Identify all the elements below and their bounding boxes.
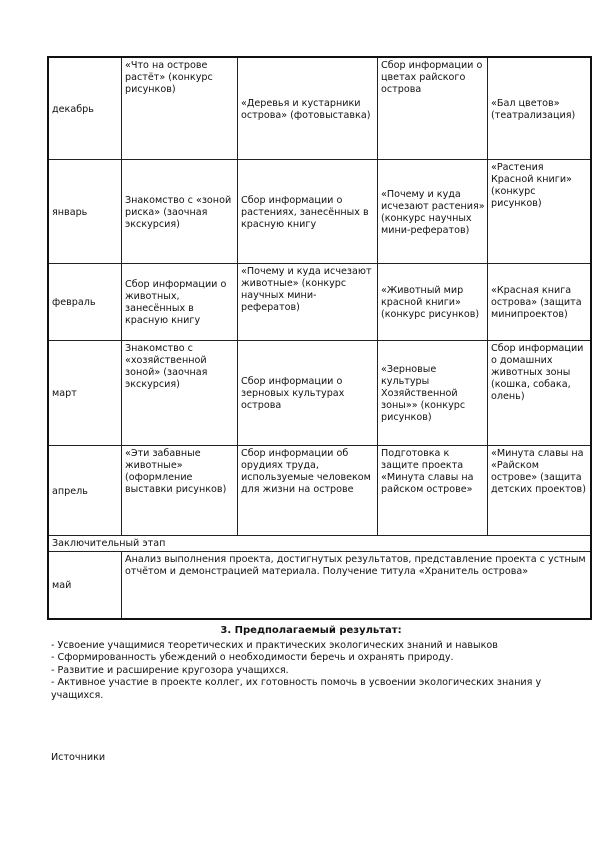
activity-cell: Подготовка к защите проекта «Минута славы на райском острове» — [378, 446, 488, 536]
activity-cell: Знакомство с «зоной риска» (заочная экскурсия) — [122, 160, 238, 264]
month-cell: декабрь — [48, 57, 122, 160]
activity-cell: «Деревья и кустарники острова» (фотовыставка) — [238, 57, 378, 160]
activity-cell: «Почему и куда исчезают животные» (конкурс научных мини-рефератов) — [238, 264, 378, 341]
table-row — [48, 57, 591, 160]
activity-cell: Знакомство с «хозяйственной зоной» (заочная экскурсия) — [122, 341, 238, 446]
results-heading: 3. Предполагаемый результат: — [220, 625, 402, 636]
month-cell: май — [48, 552, 122, 620]
activity-cell: «Бал цветов» (театрализация) — [488, 57, 592, 160]
month-cell: апрель — [48, 446, 122, 536]
result-item: - Усвоение учащимися теоретических и практических экологических знаний и навыков — [51, 639, 498, 651]
activity-cell: «Растения Красной книги» (конкурс рисунков) — [488, 160, 592, 264]
activity-cell: Сбор информации о цветах райского острова — [378, 57, 488, 160]
result-item: - Активное участие в проекте коллег, их готовность помочь в усвоении экологических знания у учащихся. — [51, 677, 542, 701]
activity-cell: «Что на острове растёт» (конкурс рисунков) — [122, 57, 238, 160]
expected-results-section — [51, 625, 571, 703]
table-row — [48, 446, 591, 536]
activity-cell: Сбор информации о животных, занесённых в красную книгу — [122, 264, 238, 341]
table-row — [48, 341, 591, 446]
activity-cell: Сбор информации о зерновых культурах острова — [238, 341, 378, 446]
result-item: - Развитие и расширение кругозора учащихся. — [51, 664, 289, 676]
activity-cell: Сбор информации о растениях, занесённых в красную книгу — [238, 160, 378, 264]
activity-cell: «Животный мир красной книги» (конкурс рисунков) — [378, 264, 488, 341]
month-cell: февраль — [48, 264, 122, 341]
month-cell: январь — [48, 160, 122, 264]
activity-cell: «Красная книга острова» (защита минипроектов) — [488, 264, 592, 341]
activity-cell: «Зерновые культуры Хозяйственной зоны»» (конкурс рисунков) — [378, 341, 488, 446]
sources-heading: Источники — [51, 752, 106, 763]
table-row — [48, 536, 591, 552]
final-activity-cell: Анализ выполнения проекта, достигнутых результатов, представление проекта с устным отчётом и демонстрацией материала. Получение титула «Хранитель острова» — [122, 552, 592, 620]
table-row — [48, 264, 591, 341]
activity-cell: «Почему и куда исчезают растения» (конкурс научных мини-рефератов) — [378, 160, 488, 264]
table-row — [48, 552, 591, 620]
activity-cell: «Эти забавные животные» (оформление выставки рисунков) — [122, 446, 238, 536]
table-row — [48, 160, 591, 264]
result-item: - Сформированность убеждений о необходимости беречь и охранять природу. — [51, 652, 454, 664]
final-stage-cell: Заключительный этап — [48, 536, 591, 552]
project-plan-table — [47, 56, 592, 620]
month-cell: март — [48, 341, 122, 446]
activity-cell: Сбор информации о домашних животных зоны (кошка, собака, олень) — [488, 341, 592, 446]
activity-cell: Сбор информации об орудиях труда, используемые человеком для жизни на острове — [238, 446, 378, 536]
activity-cell: «Минута славы на «Райском острове» (защита детских проектов) — [488, 446, 592, 536]
